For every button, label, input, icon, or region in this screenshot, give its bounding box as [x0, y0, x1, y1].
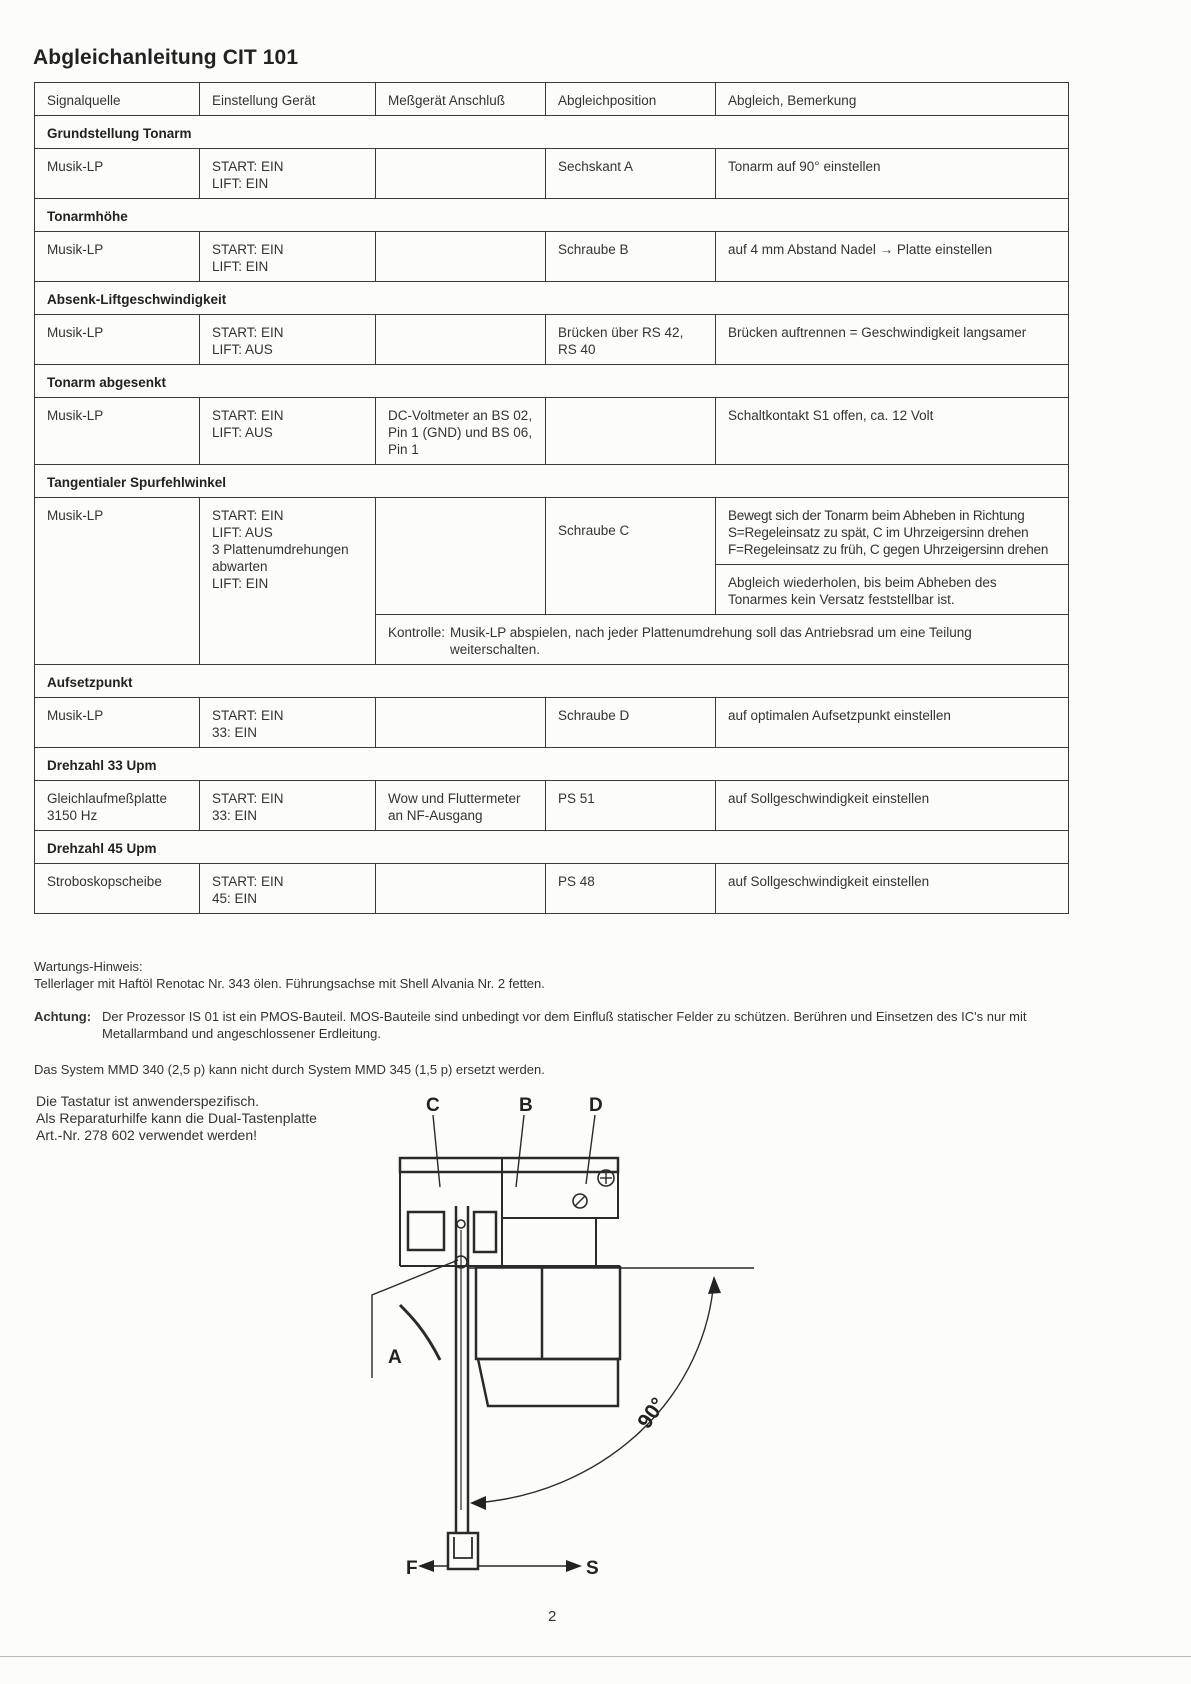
section-title-row: [35, 365, 1069, 398]
cell-position: Brücken über RS 42, RS 40: [546, 315, 716, 365]
header-adjust-position: Abgleichposition: [546, 83, 716, 116]
cell-source: Stroboskopscheibe: [35, 864, 200, 914]
cell-position: PS 51: [546, 781, 716, 831]
maintenance-text: Tellerlager mit Haftöl Renotac Nr. 343 ölen. Führungsachse mit Shell Alvania Nr. 2 fetten.: [34, 976, 545, 991]
cell-remark: Brücken auftrennen = Geschwindigkeit langsamer: [716, 315, 1069, 365]
scan-edge: [0, 1656, 1191, 1657]
leader-b: [516, 1115, 524, 1187]
cell-meter: Wow und Fluttermeter an NF-Ausgang: [376, 781, 546, 831]
label-b: B: [519, 1095, 533, 1116]
cell-source: Gleichlaufmeßplatte 3150 Hz: [35, 781, 200, 831]
section-title: Absenk-Liftgeschwindigkeit: [35, 282, 1069, 315]
middle-block: [502, 1218, 596, 1266]
page-title: [33, 46, 298, 70]
pivot-top-icon: [457, 1220, 465, 1228]
section-title: Tangentialer Spurfehlwinkel: [35, 465, 1069, 498]
section-title: Tonarmhöhe: [35, 199, 1069, 232]
cell-meter: DC-Voltmeter an BS 02, Pin 1 (GND) und BS 06, Pin 1: [376, 398, 546, 465]
table-row: [35, 149, 1069, 199]
arc-arrow-bottom-icon: [470, 1496, 486, 1510]
control-text: Musik-LP abspielen, nach jeder Plattenumdrehung soll das Antriebsrad um eine Teilung weiterschalten.: [450, 625, 972, 657]
cell-position: [546, 398, 716, 465]
cell-setting: START: EIN LIFT: EIN: [200, 232, 376, 282]
label-s: S: [586, 1558, 599, 1579]
cell-meter: [376, 315, 546, 365]
section-title-row: [35, 199, 1069, 232]
cell-position: Schraube D: [546, 698, 716, 748]
section-title: Aufsetzpunkt: [35, 665, 1069, 698]
leader-c: [433, 1115, 440, 1187]
header-signal-source: Signalquelle: [35, 83, 200, 116]
cell-remark: Schaltkontakt S1 offen, ca. 12 Volt: [716, 398, 1069, 465]
leader-d: [586, 1115, 595, 1184]
base-plate: [478, 1359, 618, 1406]
cell-remark: auf Sollgeschwindigkeit einstellen: [716, 781, 1069, 831]
cell-meter: [376, 864, 546, 914]
cell-setting: START: EIN LIFT: EIN: [200, 149, 376, 199]
cell-setting: START: EIN 33: EIN: [200, 781, 376, 831]
section-title-row: [35, 465, 1069, 498]
table-row: [35, 781, 1069, 831]
section-title: Grundstellung Tonarm: [35, 116, 1069, 149]
cell-source: Musik-LP: [35, 398, 200, 465]
cell-meter: [376, 232, 546, 282]
cell-source: Musik-LP: [35, 315, 200, 365]
arrow-s-icon: [566, 1560, 582, 1572]
maintenance-label: Wartungs-Hinweis:: [34, 959, 143, 974]
cell-position: Sechskant A: [546, 149, 716, 199]
cell-position: Schraube B: [546, 232, 716, 282]
cell-setting: START: EIN LIFT: AUS: [200, 315, 376, 365]
section-title-row: [35, 116, 1069, 149]
table-row: [35, 864, 1069, 914]
title-model: CIT 101: [222, 46, 299, 69]
cell-position: PS 48: [546, 864, 716, 914]
top-bar: [400, 1158, 618, 1172]
table-row: [35, 398, 1069, 465]
cell-remark: Tonarm auf 90° einstellen: [716, 149, 1069, 199]
cell-setting: START: EIN 33: EIN: [200, 698, 376, 748]
maintenance-note: [34, 958, 545, 992]
warning-note: [34, 1008, 1074, 1042]
cell-remark: auf optimalen Aufsetzpunkt einstellen: [716, 698, 1069, 748]
arc-arrow-top-icon: [708, 1276, 721, 1294]
adjustment-table: [34, 82, 1069, 914]
cell-source: Musik-LP: [35, 232, 200, 282]
header-adjust-remark: Abgleich, Bemerkung: [716, 83, 1069, 116]
table-row: [35, 232, 1069, 282]
cell-setting: START: EIN LIFT: AUS: [200, 398, 376, 465]
lower-housing: [476, 1267, 620, 1359]
left-bracket: [408, 1212, 444, 1250]
screw-d-slot: [575, 1196, 585, 1206]
lift-arm: [400, 1305, 440, 1360]
control-label: Kontrolle:: [388, 625, 446, 640]
cell-source: Musik-LP: [35, 498, 200, 665]
header-device-setting: Einstellung Gerät: [200, 83, 376, 116]
warning-label: Achtung:: [34, 1009, 92, 1024]
section-title: Tonarm abgesenkt: [35, 365, 1069, 398]
top-block: [502, 1158, 618, 1218]
section-title-row: [35, 282, 1069, 315]
cell-remark: auf 4 mm Abstand Nadel → Platte einstellen: [716, 232, 1069, 282]
cell-meter: [376, 149, 546, 199]
table-row: [35, 315, 1069, 365]
cell-source: Musik-LP: [35, 698, 200, 748]
page-number: 2: [548, 1608, 557, 1625]
label-d: D: [589, 1095, 603, 1116]
cell-control: [376, 615, 1069, 665]
section-title-row: [35, 665, 1069, 698]
table-row: [35, 498, 1069, 565]
label-f: F: [406, 1558, 418, 1579]
arrow-f-icon: [418, 1560, 434, 1572]
section-title: Drehzahl 45 Upm: [35, 831, 1069, 864]
title-text: Abgleichanleitung: [33, 46, 217, 69]
cartridge-inner: [454, 1537, 472, 1558]
section-title: Drehzahl 33 Upm: [35, 748, 1069, 781]
system-note: Das System MMD 340 (2,5 p) kann nicht durch System MMD 345 (1,5 p) ersetzt werden.: [34, 1062, 545, 1077]
cell-setting: START: EIN LIFT: AUS 3 Plattenumdrehungen abwarten LIFT: EIN: [200, 498, 376, 665]
angle-label: 90°: [633, 1393, 671, 1433]
cell-remark: Bewegt sich der Tonarm beim Abheben in Richtung S=Regeleinsatz zu spät, C im Uhrzeigersinn drehen F=Regeleinsatz zu früh, C gegen Uhrzeigersinn drehen: [716, 498, 1069, 565]
label-c: C: [426, 1095, 440, 1116]
section-title-row: [35, 748, 1069, 781]
cell-remark: auf Sollgeschwindigkeit einstellen: [716, 864, 1069, 914]
cell-setting: START: EIN 45: EIN: [200, 864, 376, 914]
section-title-row: [35, 831, 1069, 864]
table-row: [35, 698, 1069, 748]
keyboard-note: Die Tastatur ist anwenderspezifisch. Als Reparaturhilfe kann die Dual-Tastenplatte Art.-Nr. 278 602 verwendet werden!: [36, 1093, 317, 1143]
cartridge-icon: [448, 1533, 478, 1569]
table-header-row: [35, 83, 1069, 116]
cell-meter: [376, 498, 546, 615]
cell-position: Schraube C: [546, 498, 716, 615]
right-bracket: [474, 1212, 496, 1252]
warning-text: Der Prozessor IS 01 ist ein PMOS-Bauteil. MOS-Bauteile sind unbedingt vor dem Einfluß statischer Felder zu schützen. Berühren und Einsetzen des IC's nur mit Metallarmband und angeschlossener Erdleitung.: [102, 1009, 1027, 1041]
header-meter-connection: Meßgerät Anschluß: [376, 83, 546, 116]
cell-remark-repeat: Abgleich wiederholen, bis beim Abheben des Tonarmes kein Versatz feststellbar ist.: [716, 565, 1069, 615]
label-a: A: [388, 1347, 402, 1368]
angle-arc: [474, 1278, 714, 1503]
cell-meter: [376, 698, 546, 748]
cell-source: Musik-LP: [35, 149, 200, 199]
tonearm-diagram: [370, 1090, 770, 1592]
